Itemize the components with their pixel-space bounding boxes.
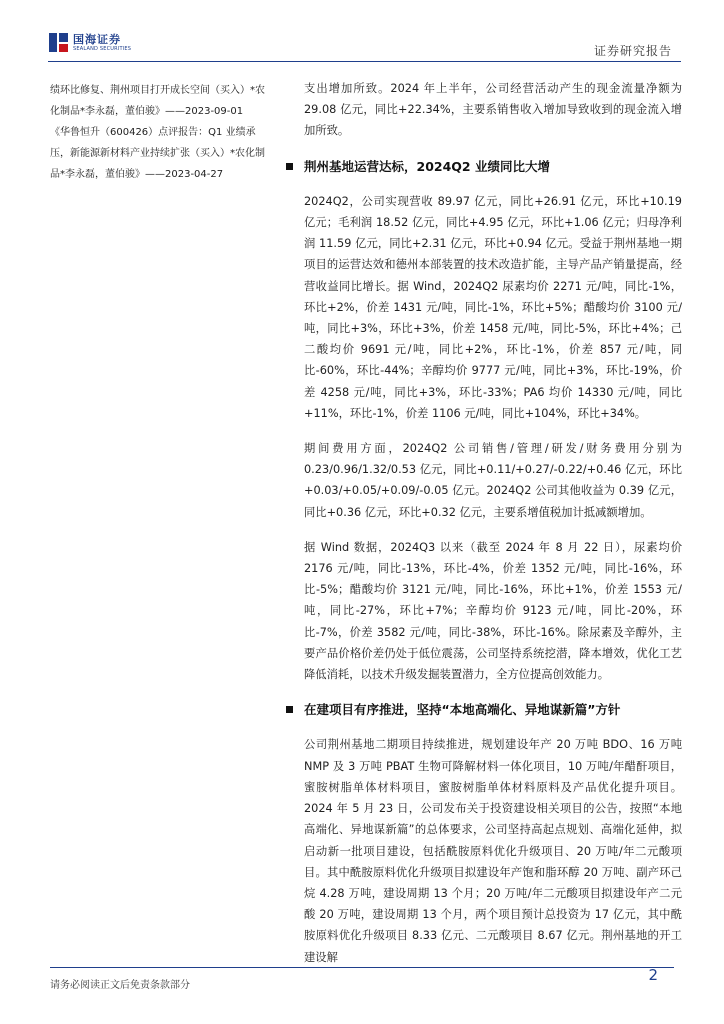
page-header: [0, 0, 724, 70]
body-paragraph: 据 Wind 数据，2024Q3 以来（截至 2024 年 8 月 22 日），尿素均价 2176 元/吨，同比-13%，环比-4%，价差 1352 元/吨，同比-16%，环比-5%；醋酸均价 3121 元/吨，同比-16%，环比+1%，价差 1553 元/吨，同比-27%，环比+7%；辛醇均价 9123 元/吨，同比-20%，环比-7%，价差 3582 元/吨，同比-38%，环比-16%。除尿素及辛醇外，主要产品价格价差仍处于低位震荡，公司坚持系统挖潜，降本增效，优化工艺降低消耗，以技术升级发掘装置潜力，全方位提高创效能力。: [304, 540, 682, 682]
page-footer: [50, 964, 674, 1024]
square-bullet-icon: [286, 706, 293, 713]
body-paragraph: 期间费用方面，2024Q2 公司销售/管理/研发/财务费用分别为 0.23/0.96/1.32/0.53 亿元，同比+0.11/+0.27/-0.22/+0.46 亿元，环比+0.03/+0.05/+0.09/-0.05 亿元。2024Q2 公司其他收益为 0.39 亿元，同比+0.36 亿元，环比+0.32 亿元，主要系增值税加计抵减额增加。: [304, 442, 682, 519]
logo-name-en: SEALAND SECURITIES: [73, 45, 132, 52]
disclaimer-note: 请务必阅读正文后免责条款部分: [50, 980, 190, 991]
header-divider: [48, 61, 681, 62]
body-paragraph: 2024Q2，公司实现营收 89.97 亿元，同比+26.91 亿元，环比+10.19 亿元；毛利润 18.52 亿元，同比+4.95 亿元，环比+1.06 亿元；归母净利润 11.59 亿元，同比+2.31 亿元，环比+0.94 亿元。受益于荆州基地一期项目的运营达效和德州本部装置的技术改造扩能，主导产品产销量提高，经营收益同比增长。据 Wind，2024Q2 尿素均价 2271 元/吨，同比-1%，环比+2%，价差 1431 元/吨，同比-1%，环比+5%；醋酸均价 3100 元/吨，同比+3%，环比+3%，价差 1458 元/吨，同比-5%，环比+4%；己二酸均价 9691 元/吨，同比+2%，环比-1%，价差 857 元/吨，同比-60%，环比-44%；辛醇均价 9777 元/吨，同比+3%，环比-19%，价差 4258 元/吨，同比+3%，环比-33%；PA6 均价 14330 元/吨，同比+11%，环比-1%，价差 1106 元/吨，同比+104%，环比+34%。: [304, 194, 682, 420]
related-report-item: 绩环比修复、荆州项目打开成长空间（买入）*农化制品*李永磊，董伯骏》——2023-09-01: [50, 85, 265, 117]
related-report-item: 《华鲁恒升（600426）点评报告：Q1 业绩承压，新能源新材料产业持续扩张（买入）*农化制品*李永磊，董伯骏》——2023-04-27: [50, 127, 265, 180]
footer-divider: [50, 967, 674, 968]
body-paragraph: 公司荆州基地二期项目持续推进，规划建设年产 20 万吨 BDO、16 万吨 NMP 及 3 万吨 PBAT 生物可降解材料一体化项目，10 万吨/年醋酐项目，蜜胺树脂单体材料项目，蜜胺树脂单体材料原料及产品优化提升项目。2024 年 5 月 23 日，公司发布关于投资建设相关项目的公告，按照“本地高端化、异地谋新篇”的总体要求，公司坚持高起点规划、高端化延伸，拟启动新一批项目建设，包括酰胺原料优化升级项目、20 万吨/年二元酸项目。其中酰胺原料优化升级项目拟建设年产饱和脂环醇 20 万吨、副产环己烷 4.28 万吨，建设周期 13 个月；20 万吨/年二元酸项目拟建设年产二元酸 20 万吨，建设周期 13 个月，两个项目预计总投资为 17 亿元，其中酰胺原料优化升级项目 8.33 亿元、二元酸项目 8.67 亿元。荆州基地的开工建设解: [304, 738, 682, 964]
square-bullet-icon: [286, 163, 293, 170]
section-heading-text: 在建项目有序推进，坚持“本地高端化、异地谋新篇”方针: [304, 702, 621, 718]
section-heading-text: 荆州基地运营达标，2024Q2 业绩同比大增: [304, 158, 550, 174]
report-body: [304, 78, 682, 968]
related-reports: [50, 80, 272, 185]
page-number: 2: [648, 966, 658, 984]
company-logo: [49, 33, 131, 52]
logo-name-cn: 国海证券: [73, 32, 121, 46]
intro-paragraph: 支出增加所致。2024 年上半年，公司经营活动产生的现金流量净额为 29.08 亿元，同比+22.34%，主要系销售收入增加导致收到的现金流入增加所致。: [304, 82, 682, 138]
section-heading: [304, 156, 682, 177]
section-heading: [304, 699, 682, 720]
logo-mark-icon: [49, 33, 68, 52]
report-type-label: 证券研究报告: [593, 44, 672, 58]
